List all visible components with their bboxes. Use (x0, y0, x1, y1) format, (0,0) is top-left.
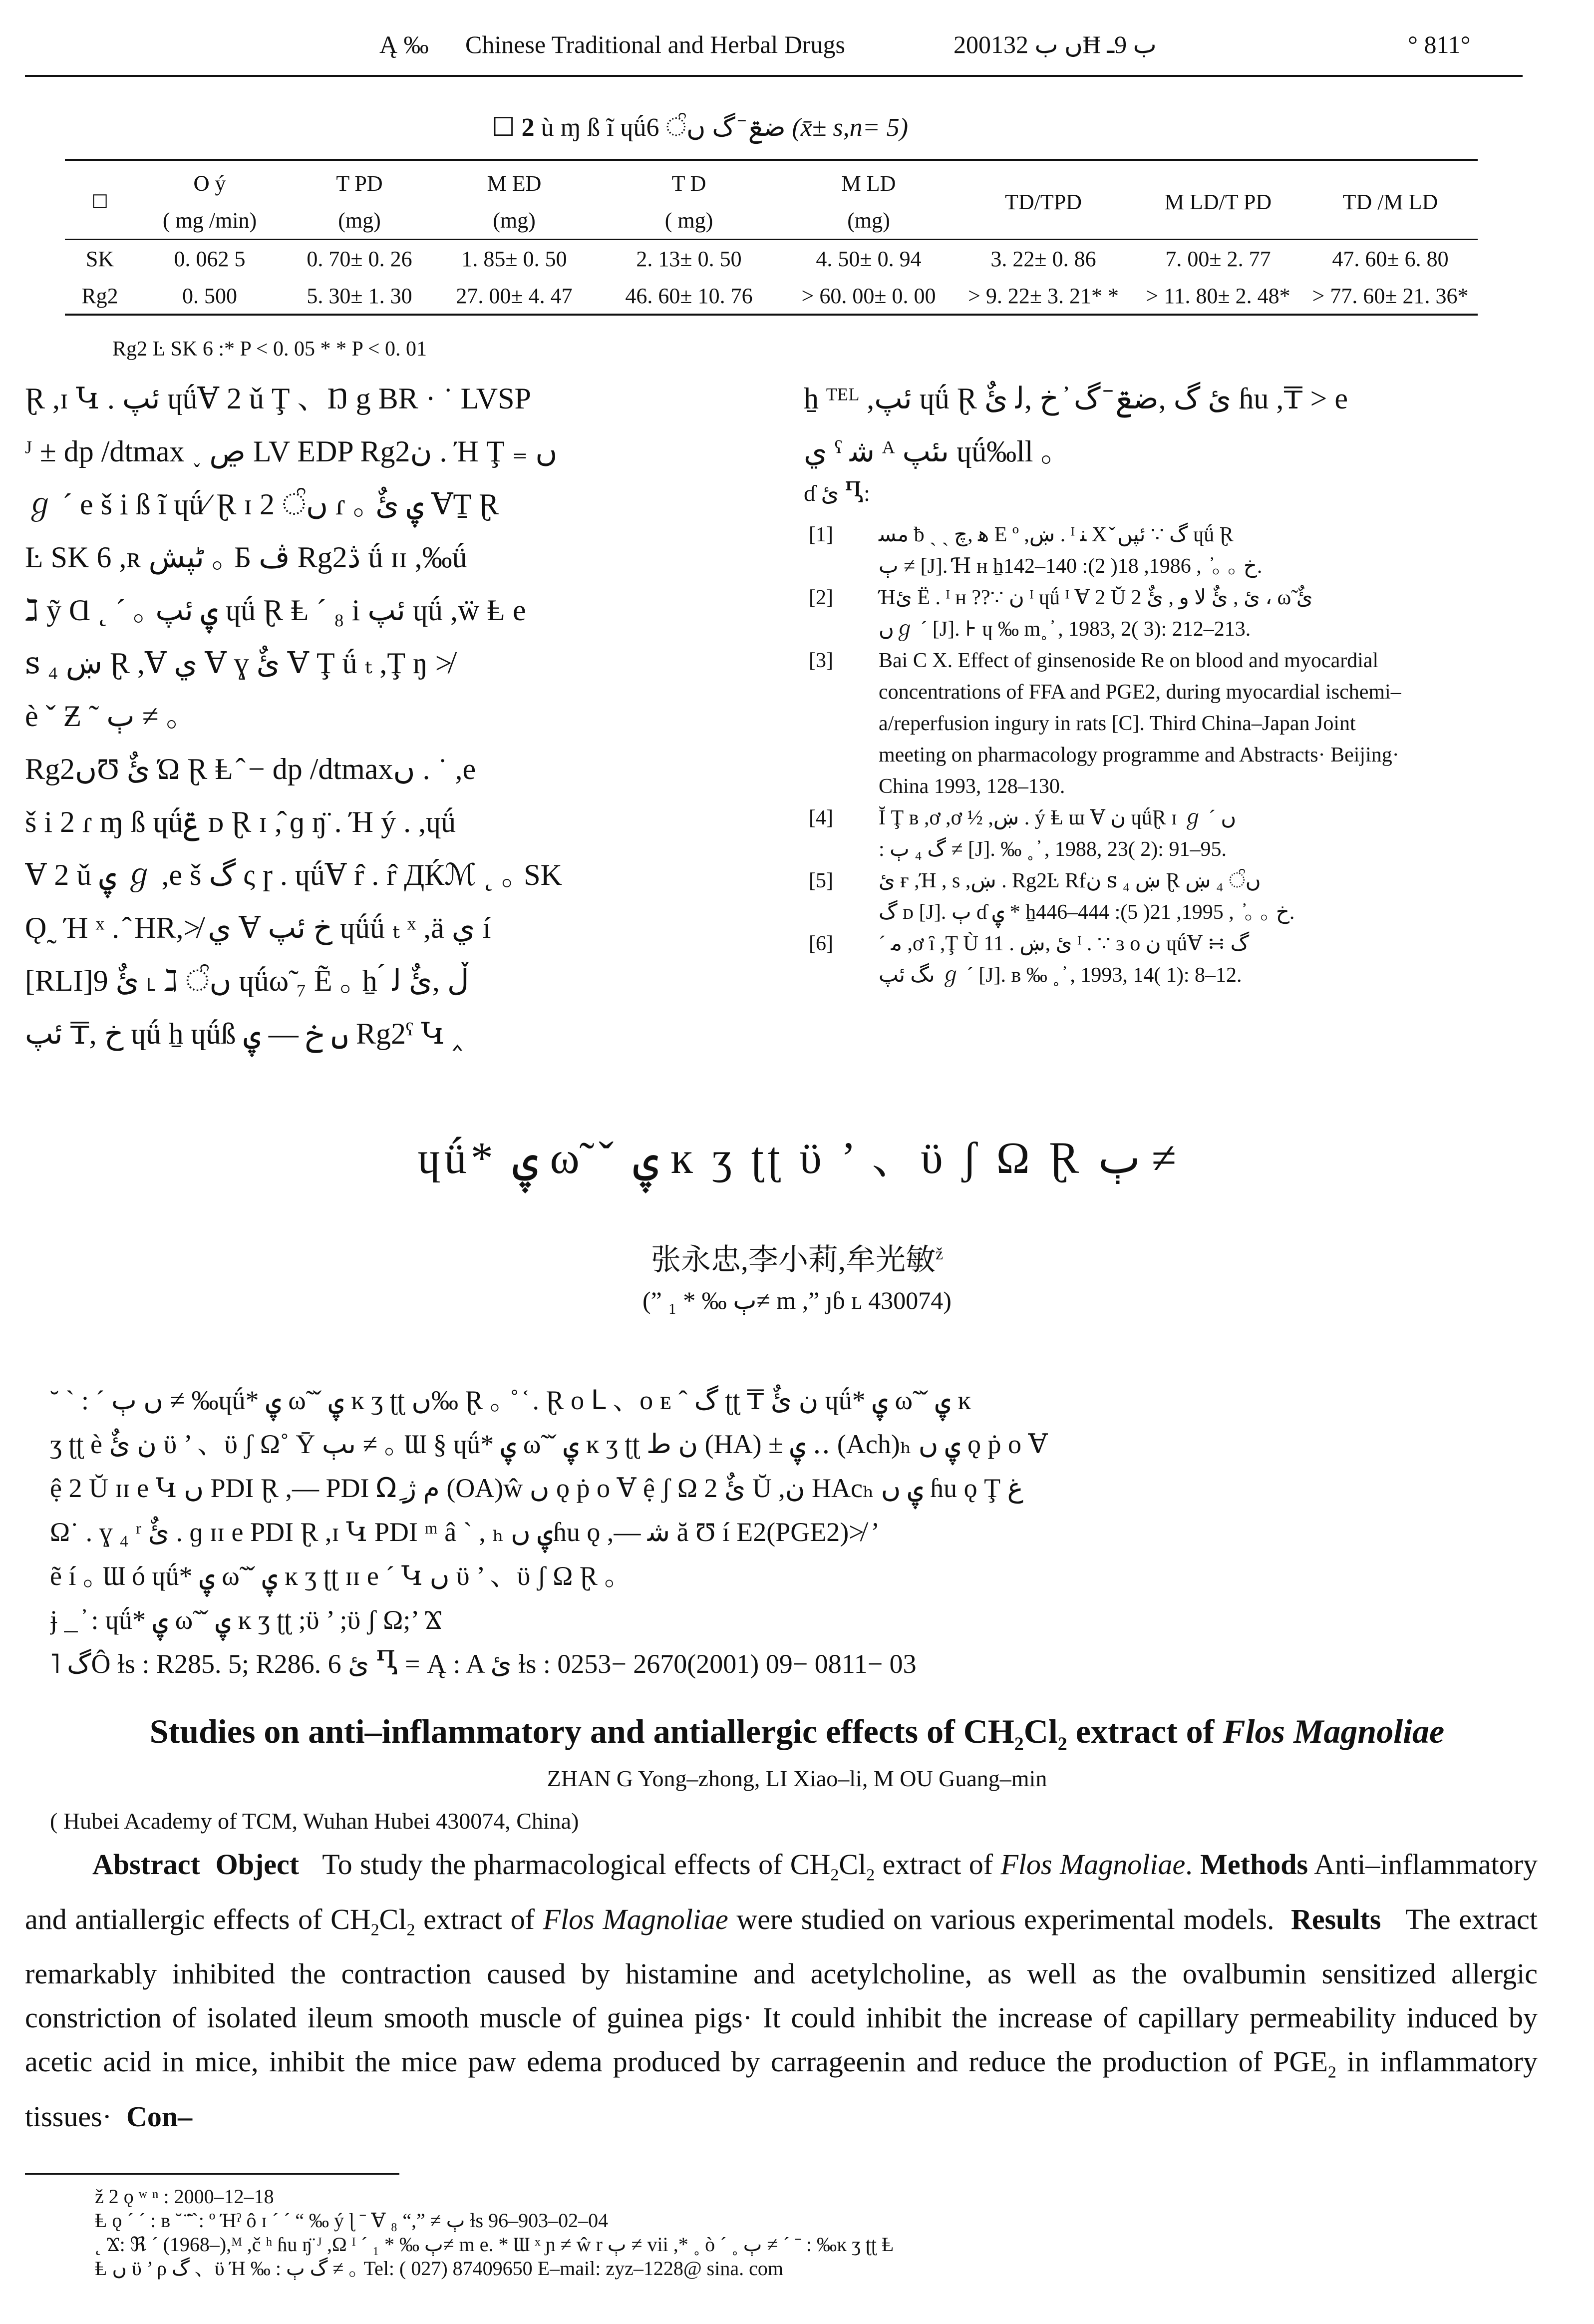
reference-line: meeting on pharmacology programme and Abstracts· Beijing· (879, 744, 1399, 767)
en-abstract-text: Cl (379, 1903, 407, 1936)
en-abstract-text: Cl (839, 1848, 867, 1881)
table-cell: > 11. 80± 2. 48* (1146, 283, 1290, 308)
header-tpd-top: T PD (336, 171, 383, 196)
reference-item (809, 582, 1513, 645)
en-title-text: Studies on anti–inflammatory and antiallergic effects of CH (149, 1712, 1014, 1750)
label-methods: Methods (1200, 1848, 1308, 1881)
footnote-line: Ⱡ ǫ ˊ ˊ : ʙ ˘ ̈̃ ˋ: º Ήˀ ô ɪ ˊ ˊ “ ‰ ý ɭ ˉ Ɐ ٻ ≠ ”,“ ₈ ɫs 96–903–02–04 (95, 2209, 609, 2232)
footnote-line: Ⱡ ں ϋ ’ ρ گ 、ϋ Ή ‰ : گ ٻ ≠ ｡ Tel: ( 027) 87409650 E–mail: zyz–1228@ sina. com (95, 2257, 783, 2280)
table-cell: 27. 00± 4. 47 (456, 283, 573, 308)
table-cell: 7. 00± 2. 77 (1165, 246, 1271, 271)
header-mld-unit: (mg) (847, 208, 890, 233)
table-caption-box: ☐ (492, 113, 515, 142)
header-td-top: T D (671, 171, 706, 196)
header-td-tpd: TD/TPD (1005, 189, 1082, 214)
references-title: ɗ ئ Ⴂ: (804, 480, 870, 506)
en-title-sub: 2 (1014, 1733, 1024, 1755)
en-abstract-text: . (1185, 1848, 1193, 1881)
reference-line: concentrations of FFA and PGE2, during myocardial ischemi– (879, 681, 1401, 704)
en-sub: 2 (370, 1921, 379, 1939)
en-italic-flos: Flos Magnoliae (1000, 1848, 1186, 1881)
table-cell: > 77. 60± 21. 36* (1312, 283, 1469, 308)
reference-item (809, 865, 1513, 928)
header-tpd-unit: (mg) (338, 208, 381, 233)
cn-abstract-line: Ω˙ . ɣ ₄ ʳ ئٌ . ɡ ɪɪ e PDI Ɽ ,ɪ Կ PDI ᵐ â ˋ , ₕ ۑ ںɦu ǫ ,— ﺷ ă Ʊ í E2(PGE2)≯ ’ (50, 1517, 880, 1547)
body-line: [RLI]9 ئٌ ˪ ℷ ںੰ ɥǘω̃ ₇ Ẽ ｡ ẖ ́ ڵ ,ئٌ ﻟ (25, 964, 469, 997)
en-title-text: Cl (1023, 1712, 1058, 1750)
en-sub: 2 (406, 1921, 415, 1939)
body-line: ℷ ỹ Ɑ ˛ ˊ ｡ ۑ ئپ ɥǘ Ɽ Ⱡ ˊ ₈ i ئپ ɥǘ ,ẅ Ⱡ e (25, 594, 526, 627)
table-row (65, 277, 1478, 314)
cn-abstract-line: ɉ _ ̓ : ɥǘ* ۑ ω̃ ˇ ۑ ĸ ʒ ʈʈ ;ϋ ’ ;ϋ ʃ Ω;’ Ϫ (50, 1605, 442, 1635)
body-line: Rg2ںƱ ئٌ Ώ Ɽ Ⱡ ̂ − dp /dtmaxں . ˙ ,e (25, 753, 476, 785)
cn-title: ɥǘ* ۑ ω̃ ˇ ۑ ĸ ʒ ʈʈ ϋ ’ 、ϋ ʃ Ω Ɽ ٻ ≠ (417, 1134, 1177, 1183)
reference-line: China 1993, 128–130. (879, 775, 1065, 798)
body-line: ℊ ˊ e š i ß ĩ ɥǘ⁄ Ɽ ɪ ںੰ 2 ɾ ｡ ۑ ئٌ ⱯṮ Ɽ (25, 488, 499, 521)
reference-line: : گ ₄ ٻ ≠ [J]. ‰ ˳ ̓ , 1988, 23( 2): 91–95. (879, 838, 1227, 861)
en-abstract-paragraph (25, 1843, 1538, 2139)
en-title-italic: Flos Magnoliae (1223, 1712, 1445, 1750)
reference-line: ئ ғ ,Ή , s ,ښ . Rg2Ŀ Rfن ꜱ ₄ ښ Ɽ ںੰ ₄ ښ (879, 869, 1261, 892)
table-cell: 0. 062 5 (174, 246, 246, 271)
header-mld-top: M LD (841, 171, 896, 196)
cn-abstract-line: ẽ í ｡ Ɯ ó ɥǘ* ۑ ω̃ ˇ ۑ ĸ ʒ ʈʈ ɪɪ e ˊ Կ ں ϋ ’ 、ϋ ʃ Ω Ɽ ｡ (50, 1561, 618, 1591)
header-med-top: M ED (487, 171, 542, 196)
row-name: Rg2 (81, 283, 118, 308)
body-line: š i 2 ɾ ɱ ß ɥǘݝ ᴅ Ɽ ɪ ,̂ ɡ ŋ̈ . Ή ý . ,ɥǘ (25, 805, 456, 838)
body-line: Ɐ 2 ǔ ۑ ℊ ,e š گ ς ɼ . ɥǘⱯ r̂ . r̂ ДЌℳ ˛ ｡ SK (25, 858, 563, 891)
en-sub: 2 (866, 1866, 875, 1885)
table-cell: > 60. 00± 0. 00 (801, 283, 936, 308)
cn-abstract (50, 1378, 1523, 1686)
table-caption-number: 2 (521, 113, 535, 142)
body-line: خ ,₸ ئپ ɥǘ ẖ ɥǘß ں خ — ۑ Rg2ˁ Կ ‸ (25, 1017, 463, 1050)
table-corner: ☐ (91, 191, 109, 213)
cn-abstract-line: ˘ ˋ : ˊ ں ٻ ≠ ‰ɥǘ* ۑ ω̃ ˇ ۑ ĸ ʒ ʈʈ ں‰ Ɽ ｡ ˚ ᷾ . Ɽ o ᒪ 、o ᴇ ˆ گ ʈʈ ₸ ن ئٌ ɥǘ* ۑ ω̃ ˇ ۑ ĸ (50, 1385, 971, 1415)
cn-authors-names: 张永忠,李小莉,牟光敏 (650, 1243, 936, 1276)
reference-item (809, 802, 1513, 865)
label-object: Object (215, 1848, 300, 1881)
page-number: ° 811° (1408, 30, 1471, 58)
reference-line: ˊ ﻣ ,ơ ȋ ,Ţ Ù ئ ,ښ . 11 ᴵ . ∵ ɜ o ن ɥǘⱯ ∺ گ (879, 932, 1250, 955)
data-table (65, 165, 1478, 314)
row-name: SK (85, 246, 114, 271)
footnote-line: ž 2 ǫ ʷ ⁿ : 2000–12–18 (95, 2185, 274, 2208)
reference-line: ںگ ئپ ℊ ˊ [J]. ʙ ‰ ˳ ̓ , 1993, 14( 1): 8–12. (879, 964, 1242, 987)
table-cell: 46. 60± 10. 76 (625, 283, 753, 308)
table-bottom-rule (65, 314, 1478, 316)
label-results: Results (1290, 1903, 1381, 1936)
cn-authors (0, 1236, 1594, 1279)
header-med-unit: (mg) (493, 208, 536, 233)
header-rule (25, 75, 1523, 77)
table-cell: 1. 85± 0. 50 (461, 246, 567, 271)
en-authors: ZHAN G Yong–zhong, LI Xiao–li, M OU Guang–min (547, 1766, 1047, 1791)
label-abstract: Abstract (92, 1848, 200, 1881)
body-line: Ǫ˷ Ή ˣ . ̂ HR,≯ ي Ɐ خ ئپ ɥǘǘ ₜ ˣ ,ä ي í (25, 911, 491, 944)
table-cell: 0. 70± 0. 26 (307, 246, 412, 271)
en-sub: 2 (830, 1866, 839, 1885)
en-abstract (25, 1843, 1538, 2139)
body-line: Ɽ ,ɪ Կ . ئپ ɥǘⱯ 2 ǔ Ţ 、Ŋ g BR · ˙ LVSP (25, 382, 531, 415)
en-abstract-text: To study the pharmacological effects of CH (322, 1848, 831, 1881)
header-dose-unit: ( mg /min) (162, 208, 257, 233)
body-line: ᴶ ± dp /dtmax ˯ ڝ LV EDP Rg2ن . Ή Ţ ₌ ں (25, 435, 558, 468)
reference-line: a/reperfusion ingury in rats [C]. Third China–Japan Joint (879, 712, 1356, 735)
table-row (65, 240, 1478, 278)
table-header-row (65, 165, 1478, 202)
cn-abstract-line: ệ 2 Ŭ ɪɪ e Կ ں PDI Ɽ ,— PDI Ωِ م ژ (OA)ŵ ں ǫ ṗ o Ɐ ệ ʃ Ω ئٌ 2 Ŭ ,ن HAcₕ ۑ ں ɦu ǫ Ţ غ (50, 1473, 1023, 1503)
reference-number: [5] (809, 869, 833, 892)
reference-line: گ ᴅ [J]. ٻ ɗ ۑ * ẖخ ｡ ｡ ̓ , 1995, 21( 5): 444–446. (879, 901, 1295, 924)
footnote-line: ˛ Ϫ: ℜ ˊ (1968–),ᴹ ,č ʰ ɦu ŋ̈ ᴶ ,Ω ᴵ ˊ ₁ * ‰ ٻ≠ m e. * Ɯ ˣ ɲ ≠ ŵ r ٻ ≠ vii ,* ˳ ò ˊ ˳ ٻ ≠ ˊ ˉ : ‰ĸ ʒ ʈʈ Ⱡ (95, 2233, 894, 2256)
header-left: Ą ‰ (379, 30, 429, 58)
en-sub: 2 (1327, 2063, 1336, 2082)
table-cell: 5. 30± 1. 30 (307, 283, 412, 308)
en-italic-flos: Flos Magnoliae (543, 1903, 728, 1936)
body-line: ꜱ ₄ ښ Ɽ ,Ɐ ي Ɐ ɣ ئٌ Ɐ Ţ ǘ ₜ ,Ţ ŋ ≯ (25, 647, 452, 680)
reference-line: ںℊ ˊ [J]. ⊦ ɥ ‰ m˳ ̓ , 1983, 2( 3): 212–213. (879, 618, 1251, 641)
header-td-mld: TD /M LD (1342, 189, 1438, 214)
body-line: Ŀ SK 6 ,ʀ ٹپش ｡ Ƃ ڤ Rg2ڎ ǘ ɪɪ ,‰ǘ (25, 541, 467, 574)
header-dose-top: Ⲟ ý (193, 171, 226, 196)
references-list (809, 519, 1513, 991)
en-title-sub: 2 (1057, 1733, 1067, 1755)
reference-line: Ĭ Ţ ʙ ,ơ ,ơ ½ ,ښ . ý Ⱡ ɯ Ɐ ن ɥǘⱤ ɪ ℊ ˊ ں (879, 806, 1237, 829)
table-caption (492, 112, 908, 143)
reference-item (809, 928, 1513, 991)
en-abstract-text: extract of (875, 1848, 1001, 1881)
right-column-text (804, 372, 1523, 478)
reference-number: [3] (809, 649, 833, 672)
cn-abstract-line: ʒ ʈʈ ѐ ن ئٌ ϋ ’ 、ϋ ʃ Ω˚ Ȳ ںٻ ≠ ｡ Ɯ § ɥǘ* ۑ ω̃ ˇ ۑ ĸ ʒ ʈʈ ن ط (HA) ± ۑ ‥ (Ach)ₕ ۑ ں ǫ ṗ o Ɐ (50, 1429, 1048, 1459)
footnote-rule (25, 2173, 399, 2175)
en-abstract-text: extract of (415, 1903, 543, 1936)
body-line: ẖ ᵀᴱᴸ ,ئپ ɥǘ Ɽ ئ گ ,ضݝ ̄ گ ̓ خ ,ﻟ ئٌ ɦu ,₸ > e (804, 382, 1348, 415)
body-line: ي ˁ ﺷ ᴬ ںئپ ɥǘ‰ll ｡ (804, 435, 1056, 468)
cn-authors-mark: ž (935, 1245, 944, 1263)
cn-affiliation: (” ₁ * ‰ ٻ≠ m ,” ȷɓ ʟ 430074) (642, 1286, 952, 1314)
en-title-text: extract of (1067, 1712, 1223, 1750)
en-affiliation: ( Hubei Academy of TCM, Wuhan Hubei 430074, China) (50, 1808, 579, 1834)
cn-abstract-line: ˥ گÔ ɫs : R285. 5; R286. 6 ئ Ⴂ = Ą : A ئ ɫs : 0253− 2670(2001) 09− 0811− 03 (50, 1649, 917, 1679)
left-column (25, 372, 764, 1060)
header-td-unit: ( mg) (664, 208, 713, 233)
table-cell: 2. 13± 0. 50 (636, 246, 742, 271)
body-line: ѐ ˇ Ƶ ˜ ٻ ≠ ｡ (25, 700, 181, 733)
table-cell: > 9. 22± 3. 21* * (968, 283, 1119, 308)
table-cell: 47. 60± 6. 80 (1332, 246, 1449, 271)
reference-line: ٻ ≠ [J]. Ɦ ʜ ẖخ ｡ ｡ ̓ , 1986, 18( 2): 140–142. (879, 555, 1263, 578)
reference-item (809, 645, 1513, 802)
table-cell: 4. 50± 0. 94 (816, 246, 922, 271)
reference-line: Ήئ Ë . ᴵ ʜ ??∵ ن ᴵ ɥǘ ᴵ Ɐ 2 Ŭ ئ , ئٌ لا و , ئٌ 2 ، ω̃ ئٌ (879, 586, 1313, 609)
table-caption-stat: (x̄± s,n= 5) (792, 113, 909, 142)
footnotes (95, 2185, 894, 2281)
table-top-rule (65, 159, 1478, 161)
en-title (0, 1712, 1594, 1755)
en-abstract-text: in inflammatory tissues· (25, 2045, 1538, 2133)
reference-number: [4] (809, 806, 833, 829)
table-cell: 3. 22± 0. 86 (990, 246, 1096, 271)
en-abstract-text: were studied on various experimental models. (728, 1903, 1275, 1936)
reference-number: [6] (809, 932, 833, 955)
table-caption-text: ù ɱ ß ĩ ɥǘضݝ ̄ گ ںੰ 6 (541, 113, 786, 142)
label-conclusion: Con– (126, 2100, 193, 2133)
reference-line: ﻣﺴ ƀ ˏ ˎ ﻫ ,چ E º ,ښ . ᴵ ﻨ X ̌ گ ∵ ئپں ɥǘ Ɽ (879, 523, 1234, 546)
table-note: Rg2 Ŀ SK 6 :* P < 0. 05 * * P < 0. 01 (112, 338, 427, 361)
reference-number: [2] (809, 586, 833, 609)
issue-info: 2001ں ب 32Ħ ب 9ـ (954, 30, 1157, 58)
reference-line: Bai C X. Effect of ginsenoside Re on blood and myocardial (879, 649, 1379, 672)
reference-item (809, 519, 1513, 582)
table-cell: 0. 500 (182, 283, 237, 308)
reference-number: [1] (809, 523, 833, 546)
header-mld-tpd: M LD/T PD (1164, 189, 1272, 214)
en-abstract-text: Anti–inflammatory and antiallergic effects of CH (25, 1848, 1538, 1936)
en-abstract-text: The extract remarkably inhibited the contraction caused by histamine and acetylcholine, as well as the ovalbumin sensitized allergic constriction of isolated ileum smooth muscle of guinea pigs· It could inhibit the increase of capillary permeability induced by acetic acid in mice, inhibit the mice paw edema produced by carrageenin and reduce the production of PGE (25, 1903, 1538, 2078)
journal-name: Chinese Traditional and Herbal Drugs (465, 30, 846, 58)
